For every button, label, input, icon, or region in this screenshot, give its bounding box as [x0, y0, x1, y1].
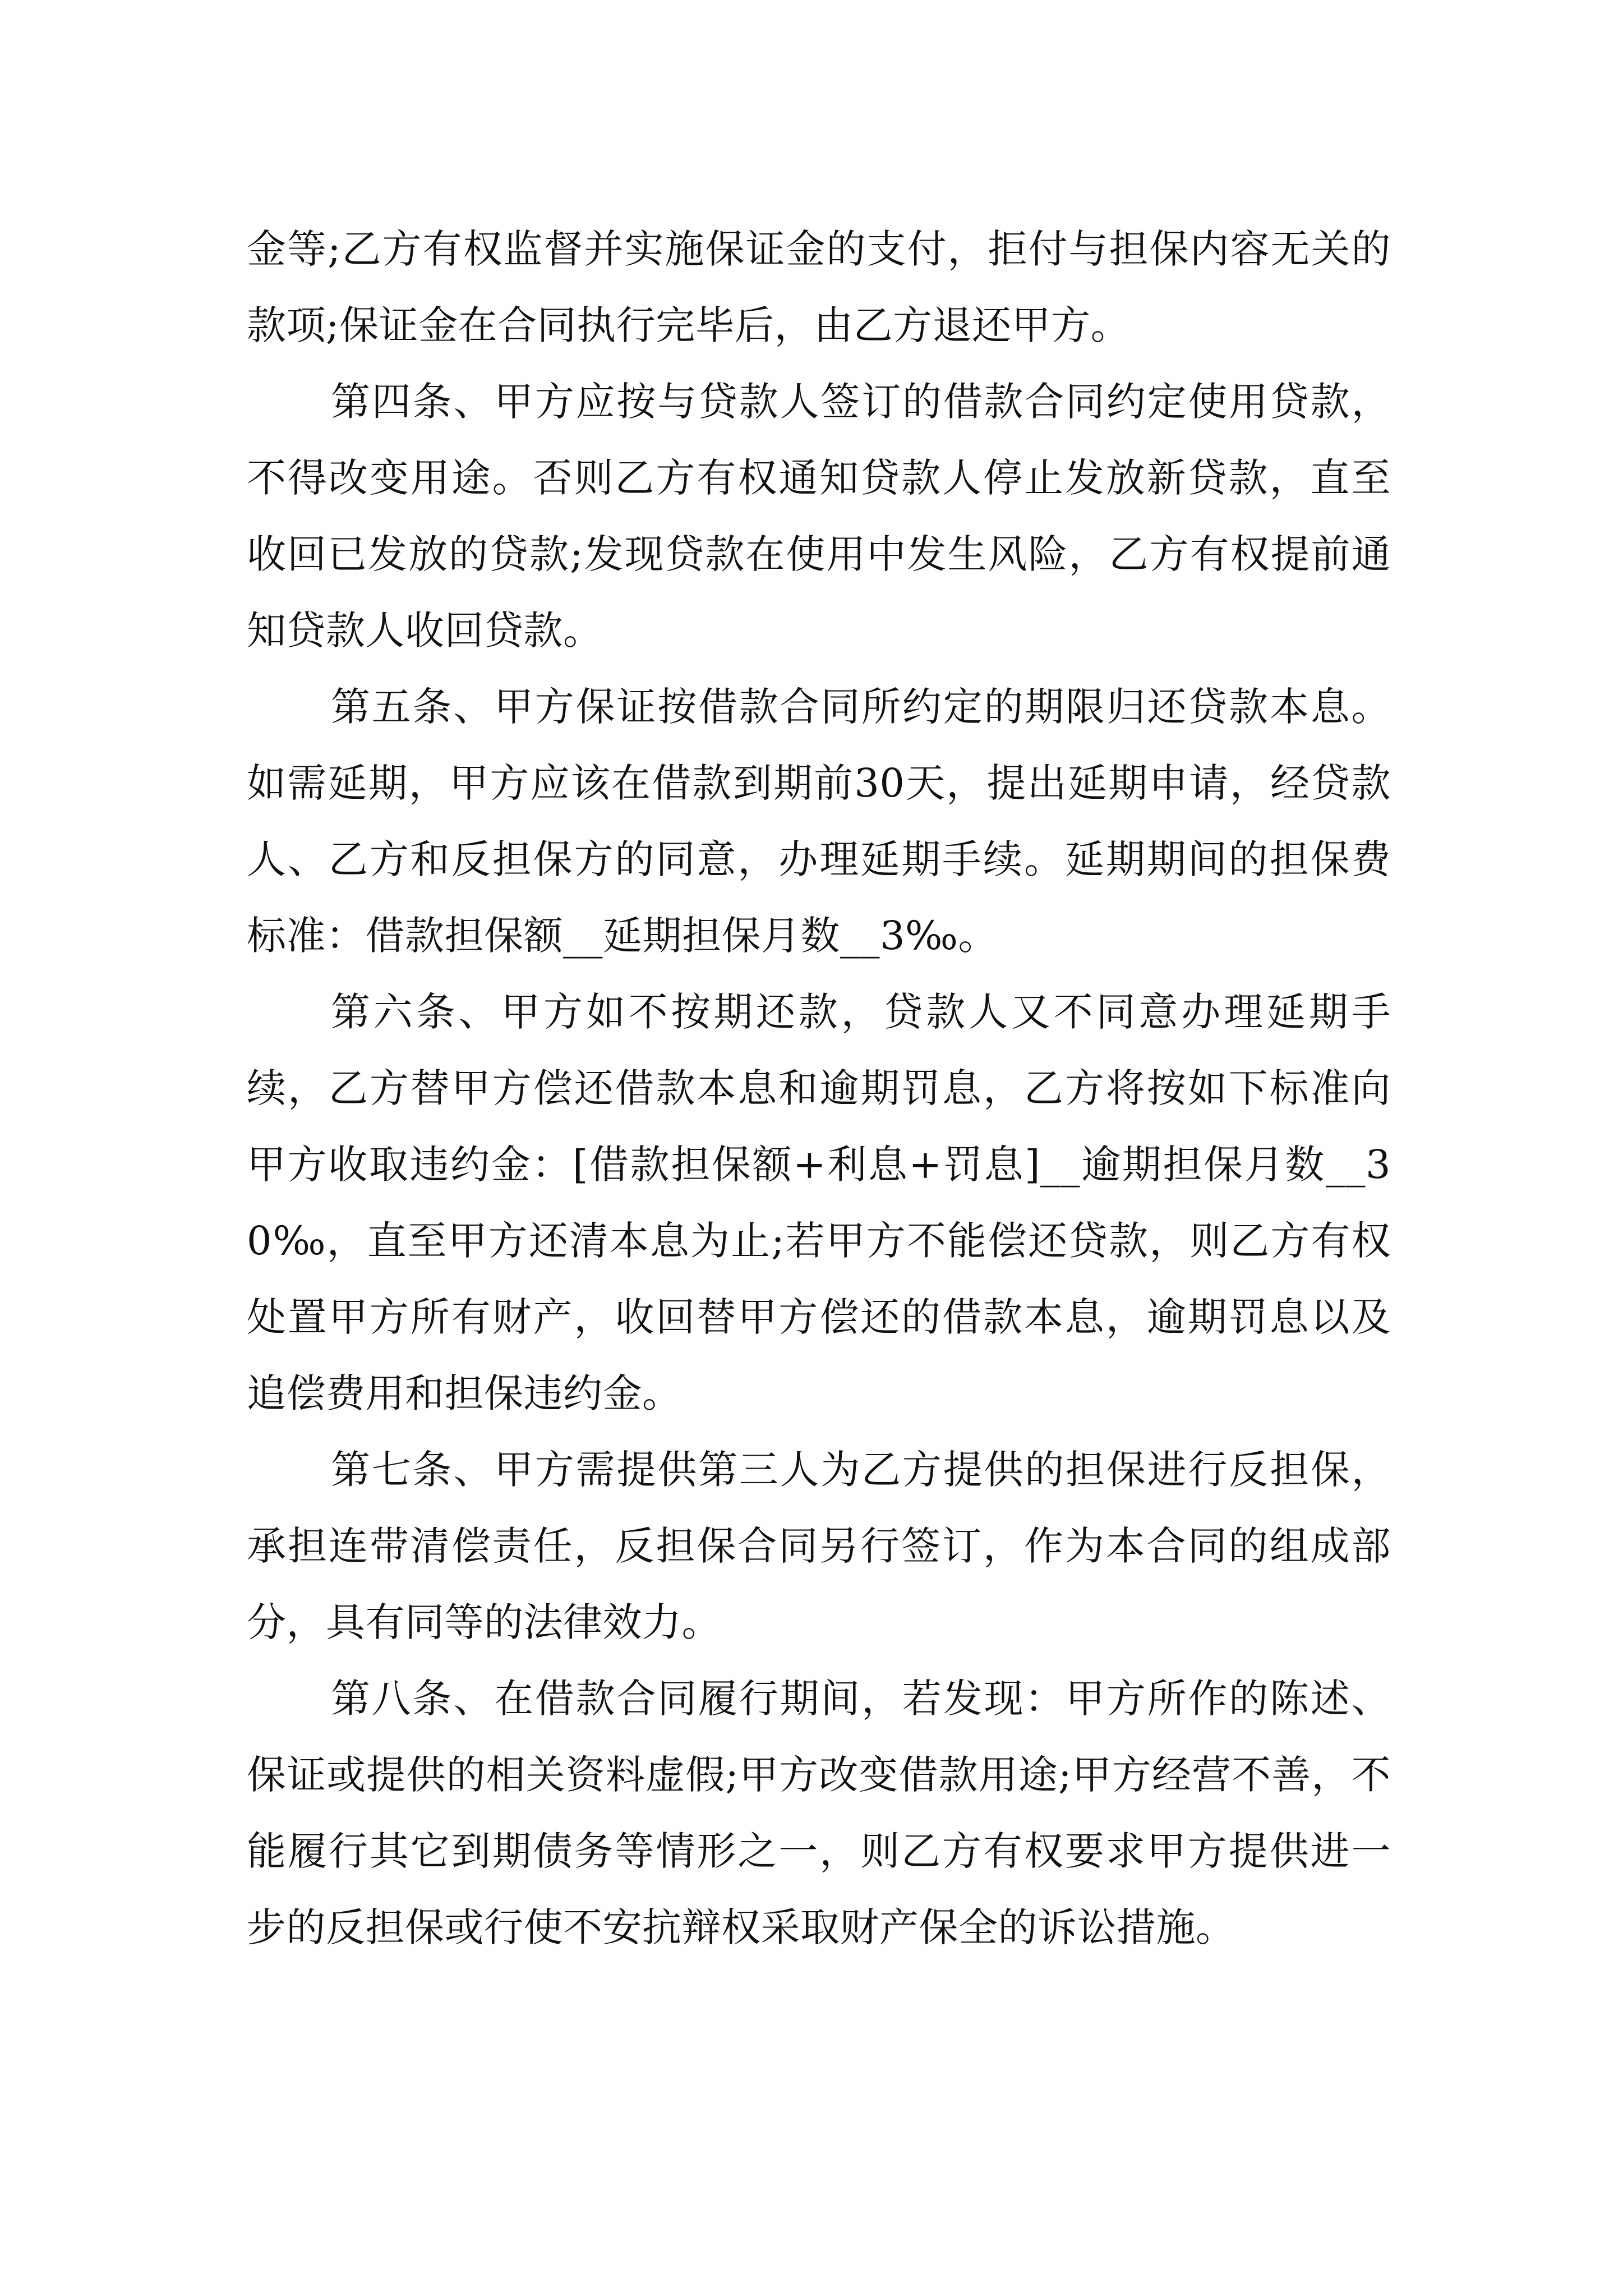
- paragraph-article-7: 第七条、甲方需提供第三人为乙方提供的担保进行反担保，承担连带清偿责任，反担保合同另行签订，作为本合同的组成部分，具有同等的法律效力。: [247, 1447, 1391, 1645]
- paragraph-continuation: 金等;乙方有权监督并实施保证金的支付，拒付与担保内容无关的款项;保证金在合同执行完毕后，由乙方退还甲方。: [247, 226, 1391, 348]
- paragraph-article-8: 第八条、在借款合同履行期间，若发现：甲方所作的陈述、保证或提供的相关资料虚假;甲方改变借款用途;甲方经营不善，不能履行其它到期债务等情形之一，则乙方有权要求甲方提供进一步的反担保或行使不安抗辩权采取财产保全的诉讼措施。: [247, 1676, 1391, 1950]
- document-body: [247, 211, 1391, 1966]
- paragraph-article-5: 第五条、甲方保证按借款合同所约定的期限归还贷款本息。如需延期，甲方应该在借款到期前30天，提出延期申请，经贷款人、乙方和反担保方的同意，办理延期手续。延期期间的担保费标准：借款担保额__延期担保月数__3‰。: [247, 684, 1391, 959]
- paragraph-article-4: 第四条、甲方应按与贷款人签订的借款合同约定使用贷款，不得改变用途。否则乙方有权通知贷款人停止发放新贷款，直至收回已发放的贷款;发现贷款在使用中发生风险，乙方有权提前通知贷款人收回贷款。: [247, 379, 1391, 654]
- paragraph-article-6: 第六条、甲方如不按期还款，贷款人又不同意办理延期手续，乙方替甲方偿还借款本息和逾期罚息，乙方将按如下标准向甲方收取违约金：[借款担保额+利息+罚息]__逾期担保月数__30‰，直至甲方还清本息为止;若甲方不能偿还贷款，则乙方有权处置甲方所有财产，收回替甲方偿还的借款本息，逾期罚息以及追偿费用和担保违约金。: [247, 989, 1391, 1416]
